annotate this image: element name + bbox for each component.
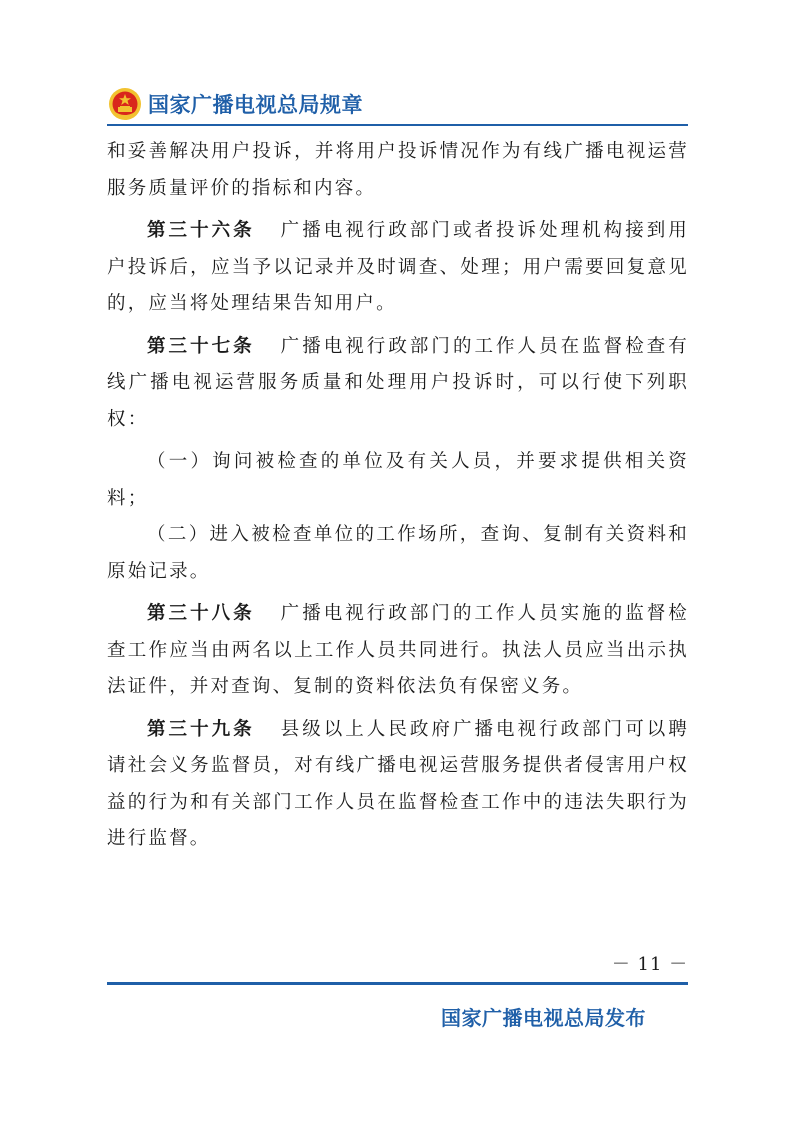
article-37-label: 第三十七条 — [147, 335, 255, 357]
article-38 — [107, 596, 689, 706]
paragraph-continuation: 和妥善解决用户投诉，并将用户投诉情况作为有线广播电视运营服务质量评价的指标和内容。 — [107, 141, 689, 199]
article-37-text: 广播电视行政部门的工作人员在监督检查有线广播电视运营服务质量和处理用户投诉时，可以行使下列职权： — [107, 335, 689, 430]
article-39-text: 县级以上人民政府广播电视行政部门可以聘请社会义务监督员，对有线广播电视运营服务提供者侵害用户权益的行为和有关部门工作人员在监督检查工作中的违法失职行为进行监督。 — [107, 718, 689, 849]
article-36-text: 广播电视行政部门或者投诉处理机构接到用户投诉后，应当予以记录并及时调查、处理；用户需要回复意见的，应当将处理结果告知用户。 — [107, 220, 689, 314]
document-body — [107, 134, 689, 858]
article-37 — [107, 329, 689, 439]
article-36-label: 第三十六条 — [147, 220, 255, 241]
national-emblem-icon — [108, 87, 142, 121]
article-38-label: 第三十八条 — [147, 603, 255, 624]
header-divider — [107, 124, 688, 126]
article-38-text: 广播电视行政部门的工作人员实施的监督检查工作应当由两名以上工作人员共同进行。执法人员应当出示执法证件，并对查询、复制的资料依法负有保密义务。 — [107, 603, 689, 697]
page-header — [108, 84, 363, 124]
header-title: 国家广播电视总局规章 — [148, 93, 363, 117]
article-36 — [107, 213, 689, 323]
article-37-item-1: （一）询问被检查的单位及有关人员，并要求提供相关资料； — [107, 451, 689, 509]
page-number: － 11 － — [611, 954, 689, 975]
footer-publisher: 国家广播电视总局发布 — [441, 1006, 646, 1030]
article-39 — [107, 712, 689, 858]
article-37-item-2: （二）进入被检查单位的工作场所，查询、复制有关资料和原始记录。 — [107, 524, 689, 582]
article-39-label: 第三十九条 — [147, 718, 255, 740]
footer-divider — [107, 982, 688, 985]
